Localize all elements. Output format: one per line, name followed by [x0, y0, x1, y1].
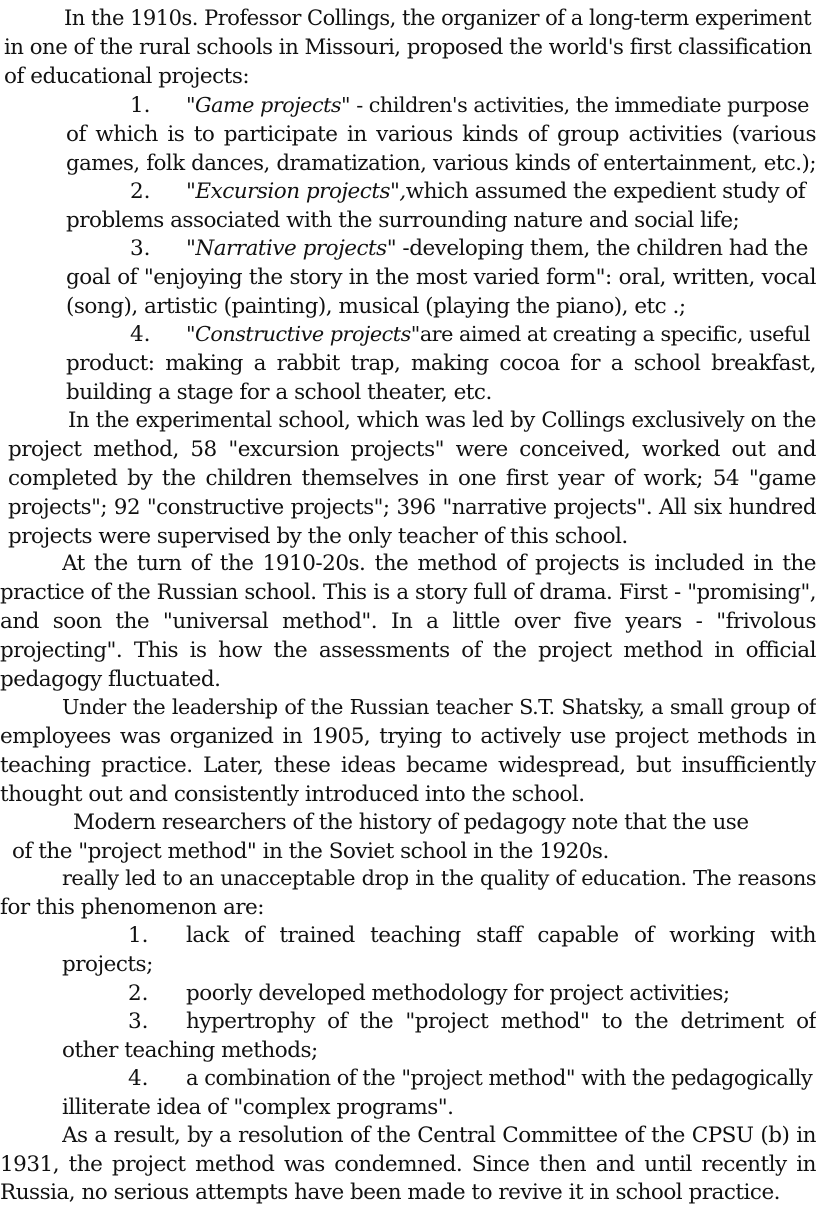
text-line: projects;	[62, 952, 153, 977]
text-line: and soon the "universal method". In a little over five years - "frivolous	[0, 609, 816, 634]
list-item-first-line: poorly developed methodology for project activities;	[186, 981, 730, 1006]
list-item-number: 1.	[128, 923, 149, 948]
list-item-title: "Excursion projects",	[186, 179, 406, 204]
text-line: illiterate idea of "complex programs".	[62, 1095, 454, 1120]
list-item-text: are aimed at creating a specific, useful	[419, 322, 811, 346]
list-item-first-line: hypertrophy of the "project method" to the detriment of	[186, 1009, 816, 1034]
text-line: Modern researchers of the history of pedagogy note that the use	[73, 810, 749, 835]
list-item-first-line: lack of trained teaching staff capable of working with	[186, 923, 816, 948]
list-item-number: 3.	[130, 236, 151, 261]
text-line: (song), artistic (painting), musical (playing the piano), etc .;	[66, 294, 686, 319]
text-line: In the 1910s. Professor Collings, the organizer of a long-term experiment	[64, 6, 812, 30]
list-item-first-line: a combination of the "project method" with the pedagogically	[186, 1066, 813, 1090]
text-line: practice of the Russian school. This is a story full of drama. First - "promising",	[0, 580, 816, 605]
text-line: of the "project method" in the Soviet school in the 1920s.	[12, 839, 609, 864]
text-line: of which is to participate in various kinds of group activities (various	[66, 122, 816, 147]
text-line: Russia, no serious attempts have been made to revive it in school practice.	[0, 1180, 781, 1205]
text-line: As a result, by a resolution of the Central Committee of the CPSU (b) in	[62, 1123, 816, 1148]
text-line: projects"; 92 "constructive projects"; 396 "narrative projects". All six hundred	[8, 495, 816, 520]
text-line: teaching practice. Later, these ideas became widespread, but insufficiently	[0, 753, 816, 778]
text-line: problems associated with the surrounding nature and social life;	[66, 208, 740, 233]
text-line: in one of the rural schools in Missouri, proposed the world's first classification	[4, 35, 812, 60]
text-line: employees was organized in 1905, trying to actively use project methods in	[0, 724, 816, 749]
text-line: thought out and consistently introduced into the school.	[0, 782, 585, 807]
list-item-first-line	[186, 177, 816, 206]
text-line: projecting". This is how the assessments of the project method in official	[0, 638, 816, 663]
list-item-first-line	[186, 320, 816, 349]
text-line: In the experimental school, which was led by Collings exclusively on the	[68, 408, 816, 433]
list-item-number: 2.	[128, 981, 149, 1006]
list-item-title: "Game projects"	[186, 93, 351, 117]
list-item-number: 2.	[130, 179, 151, 204]
list-item-text: -developing them, the children had the	[396, 236, 808, 261]
text-line: games, folk dances, dramatization, various kinds of entertainment, etc.);	[66, 151, 816, 176]
text-line: pedagogy fluctuated.	[0, 667, 221, 692]
text-line: other teaching methods;	[62, 1038, 318, 1063]
text-line: really led to an unacceptable drop in the quality of education. The reasons	[62, 866, 816, 890]
text-line: goal of "enjoying the story in the most varied form": oral, written, vocal	[66, 265, 816, 290]
list-item-text: - children's activities, the immediate purpose	[350, 93, 809, 117]
list-item-first-line	[186, 91, 816, 120]
text-line: 1931, the project method was condemned. Since then and until recently in	[0, 1152, 816, 1177]
list-item-first-line	[186, 234, 816, 263]
text-line: projects were supervised by the only teacher of this school.	[8, 524, 628, 549]
list-item-number: 3.	[128, 1009, 149, 1034]
list-item-number: 4.	[130, 322, 151, 347]
text-line: building a stage for a school theater, etc.	[66, 380, 492, 405]
text-line: for this phenomenon are:	[0, 895, 265, 920]
text-line: of educational projects:	[4, 64, 250, 89]
list-item-title: "Constructive projects"	[186, 322, 420, 346]
list-item-text: which assumed the expedient study of	[405, 179, 806, 204]
list-item-number: 4.	[128, 1066, 149, 1091]
text-line: project method, 58 "excursion projects" were conceived, worked out and	[8, 437, 816, 462]
text-line: At the turn of the 1910-20s. the method of projects is included in the	[62, 551, 816, 576]
text-line: product: making a rabbit trap, making cocoa for a school breakfast,	[66, 351, 816, 376]
text-line: completed by the children themselves in one first year of work; 54 "game	[8, 466, 816, 491]
list-item-number: 1.	[130, 93, 151, 118]
text-line: Under the leadership of the Russian teacher S.T. Shatsky, a small group of	[62, 695, 816, 719]
list-item-title: "Narrative projects"	[186, 236, 397, 261]
